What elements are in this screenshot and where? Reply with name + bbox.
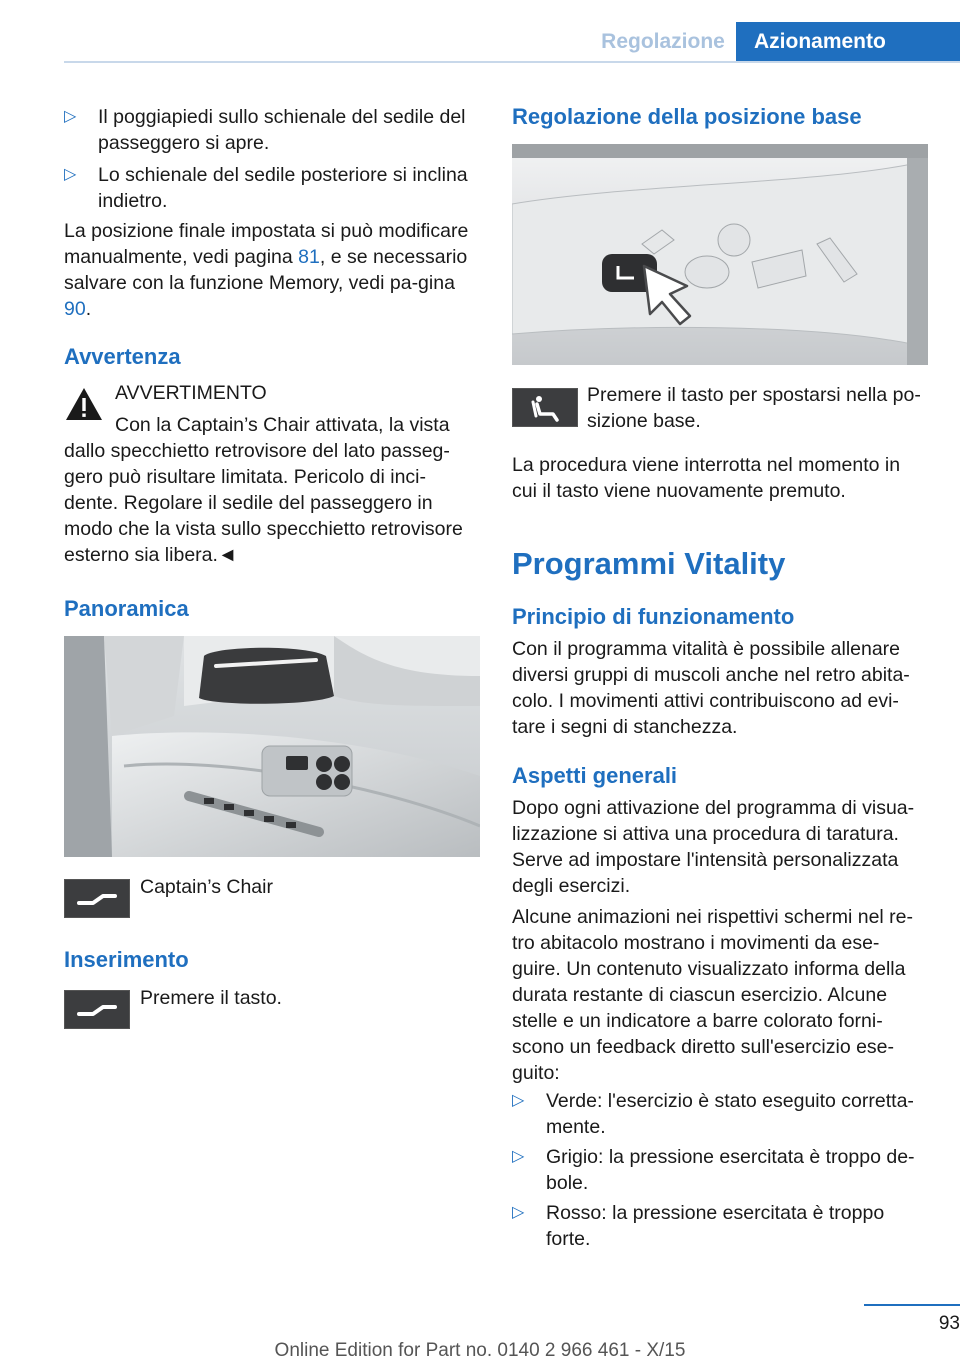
edition-line: Online Edition for Part no. 0140 2 966 461 - X/15 [274,1340,686,1361]
base-position-heading: Regolazione della posizione base [512,104,862,129]
bullet-triangle-icon: ▷ [512,1148,525,1165]
bullet-item [512,1200,928,1252]
base-paragraph: La procedura viene interrotta nel momento in cui il tasto viene nuovamente premuto. [512,454,901,502]
captains-chair-icon [64,879,130,918]
bullet-text: Grigio: la pressione esercitata è troppo de-bole. [546,1146,915,1194]
captains-chair-label: Captain’s Chair [140,876,273,898]
vitality-heading: Programmi Vitality [512,546,786,581]
page-link[interactable]: 90 [64,298,86,320]
page-number: 93 [938,1313,960,1334]
bullet-triangle-icon: ▷ [512,1204,525,1221]
principle-text: Con il programma vitalità è possibile allenare diversi gruppi di muscoli anche nel retro abita-colo. I movimenti attivi contribuiscono ad evi-tare i segni di stanchezza. [512,638,910,738]
paragraph-text: . [85,298,92,320]
general-text-2: Alcune animazioni nei rispettivi schermi nel re-tro abitacolo mostrano i movimenti da ese-guire. Un contenuto visualizzato informa della durata restante di ciascun esercizio. Alcune stelle e un indicatore a barre colorato forni-scono un feedback diretto sull'esercizio ese-guito: [512,906,913,1084]
bullet-triangle-icon: ▷ [64,108,77,125]
principle-heading: Principio di funzionamento [512,604,795,629]
bullet-text: Il poggiapiedi sullo schienale del sedile del passeggero si apre. [98,106,466,154]
seat-base-position-icon [512,388,578,427]
bullet-text: Lo schienale del sedile posteriore si inclina indietro. [98,164,468,212]
paragraph [64,218,480,322]
base-icon-text: Premere il tasto per spostarsi nella po-sizione base. [587,384,921,432]
bullet-item [64,162,480,214]
general-text-1: Dopo ogni attivazione del programma di visua-lizzazione si attiva una procedura di taratura. Serve ad impostare l'intensità personalizzata degli esercizi. [512,797,915,897]
header-section-label: Regolazione [601,30,725,53]
insert-heading: Inserimento [64,947,189,972]
paragraph-text: La posizione finale impostata si può modificare manualmente, vedi pagina [64,220,469,268]
warning-heading: Avvertenza [64,344,181,369]
page-link[interactable]: 81 [298,246,320,268]
insert-text: Premere il tasto. [140,987,282,1009]
captains-chair-icon [64,990,130,1029]
paragraph-text: , e se necessario salvare con la funzione Memory, vedi pa-gina [64,246,468,294]
bullet-triangle-icon: ▷ [64,166,77,183]
warning-title: AVVERTIMENTO [115,382,267,404]
footer-rule [864,1304,960,1306]
seat-controls-photo [512,144,928,365]
header-chapter-tab: Azionamento [736,22,960,62]
bullet-item [512,1088,928,1140]
overview-heading: Panoramica [64,596,189,621]
bullet-text: Verde: l'esercizio è stato eseguito corretta-mente. [546,1090,914,1138]
bullet-triangle-icon: ▷ [512,1092,525,1109]
header-rule [64,61,960,63]
bullet-item [64,104,480,156]
bullet-item [512,1144,928,1196]
general-heading: Aspetti generali [512,763,678,788]
warning-text: Con la Captain’s Chair attivata, la vista dallo specchietto retrovisore del lato passeg-gero può risultare limitata. Pericolo di inci-dente. Regolare il sedile del passeggero in modo che la vista sullo specchietto retrovisore esterno sia libera.◄ [64,414,463,566]
door-panel-photo [64,636,480,857]
bullet-text: Rosso: la pressione esercitata è troppo forte. [546,1202,885,1250]
